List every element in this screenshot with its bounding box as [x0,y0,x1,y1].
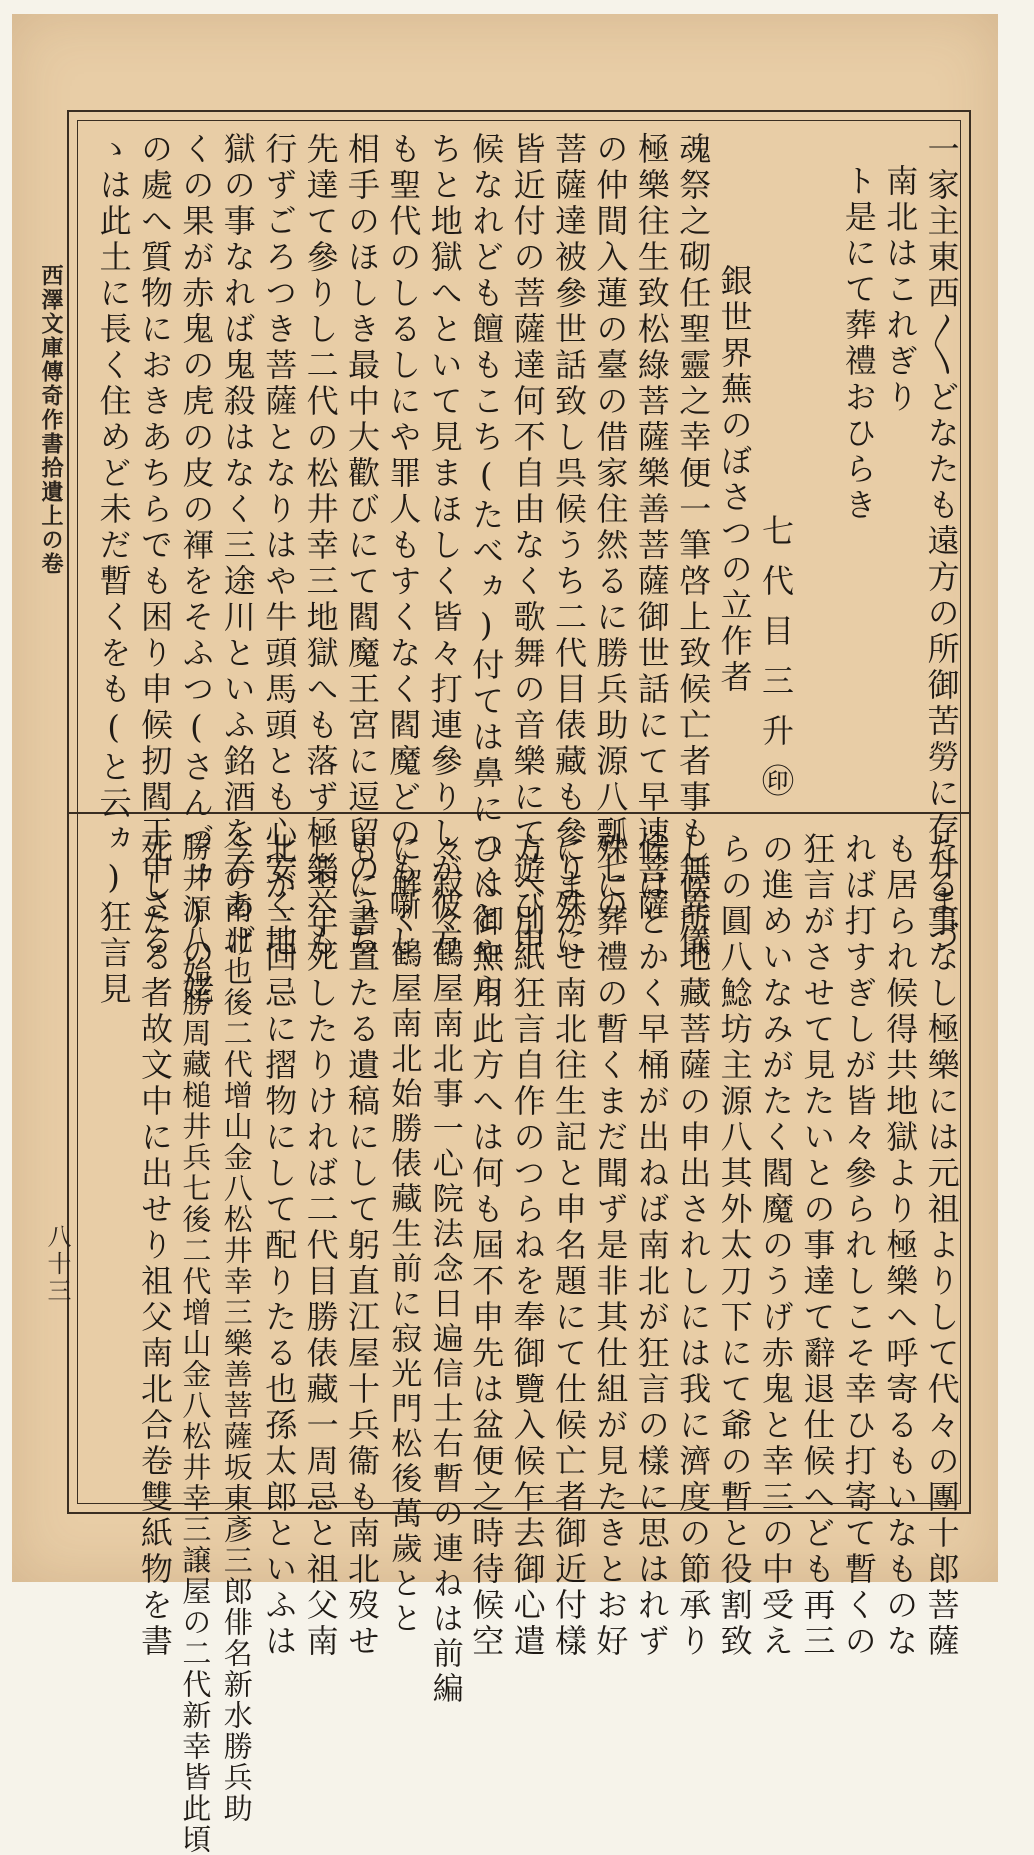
text-column: らの圓八鯰坊主源八其外太刀下にて爺の暫と役割致 [715,832,754,1660]
text-column: 銀世界蕪のぼさつの立作者 [715,264,754,696]
text-column: ひは御無用此方へは何も屆不申先は盆便之時待候空 [467,832,506,1660]
text-column: し翌年死したりければ二代目勝俵藏一周忌と祖父南 [301,832,340,1660]
text-column: 候はとかく早桶が出ねば南北が狂言の樣に思はれず [632,832,671,1660]
text-column: くの果が赤鬼の虎の皮の褌をそふつ(さんづヵ)の姥 [177,132,216,1008]
text-column: ゝは此土に長く住めど未だ暫くをも(と云ヵ)狂言見 [94,132,133,1008]
running-title: 西澤文庫傳奇作書拾遺上の卷 [38,264,64,576]
text-column: にまかせ南北往生記と申名題にて仕候亡者御近付樣 [550,832,588,1660]
text-column: 極樂往生致松綠菩薩樂善菩薩御世話にて早速菩薩 [632,132,671,924]
text-column: も聖代のしるしにや罪人もすくなく閻魔どのも噺し [384,132,423,960]
text-column: の仲間入蓮の臺の借家住然るに勝兵助源八瓢七の [591,132,630,924]
text-column: 殊に葬禮の暫くまだ聞ず是非其仕組が見たきとお好 [591,832,630,1660]
text-column: ちと地獄へといて見まほしく皆々打連參りしが彼方 [425,132,464,960]
text-column: 相手のほしき最中大歡びにて閻魔王宮に逗留のうち [343,132,381,960]
text-column: 魂祭之砌任聖靈之幸便一筆啓上致候亡者事も無異儀 [674,132,713,960]
text-column: 菩薩達被參世話致し呉候うち二代目俵藏も參り殊に [550,132,588,960]
text-column: 獄の事なれば鬼殺はなく三途川といふ銘酒を吞あげ [218,132,257,960]
text-column: 今の南北也後二代增山金八松井幸三樂善菩薩坂東彥三郎俳名新水勝兵助 [219,832,254,1824]
text-column: れば打すぎしが皆々參られしこそ幸ひ打寄て暫くの [839,832,878,1660]
text-column: 狂言がさせて見たいとの事達て辭退仕候へども再三 [798,832,837,1660]
text-column: 候なれども饘もこち(たべヵ)付ては鼻につくとやら [467,132,506,1008]
text-column: の處へ質物におきあちらでも困り申候扨閻王申さる [136,132,174,960]
text-column: 一家主東西〳〵どなたも遠方の所御苦勞に存升まづ [922,132,961,956]
text-column: ト是にて葬禮おひらき [839,164,878,524]
page-sheet [12,14,998,1855]
text-column: もに書置たる遺稿にして躬直江屋十兵衞も南北歿せ [343,832,381,1660]
text-column: 北が三回忌に摺物にして配りたる也孫太郎といふは [260,832,299,1660]
text-column: 方へ別紙狂言自作のつらねを奉御覽入候乍去御心遣 [508,832,547,1660]
text-column: 皆近付の菩薩達何不自由なく歌舞の音樂にて遊び申 [508,132,547,960]
text-column: 死したる者故文中に出せり祖父南北合卷雙紙物を書 [136,832,174,1660]
text-column: 先達て參りし二代の松井幸三地獄へも落ず極樂へも [301,132,340,960]
text-column: 々寂々鶴屋南北事一心院法念日遍信士右暫の連ねは前編 [426,832,463,1707]
text-column: 勝井源八始勝周藏槌井兵七後二代增山金八松井幸三譲屋の二代新幸皆此頃 [178,832,213,1855]
text-column: 行ずごろつき菩薩となりはや牛頭馬頭とも心安く地 [260,132,299,960]
text-column: に解く鶴屋南北始勝俵藏生前に寂光門松後萬歲とと [385,832,422,1637]
text-column: たる事なし極樂には元祖よりして代々の團十郎菩薩 [922,832,961,1660]
text-column: 南北はこれぎり [881,164,920,416]
page-number: 八十三 [43,1224,71,1305]
text-column: し候所地藏菩薩の申出されしには我に濟度の節承り [674,832,713,1660]
text-column: の進めいなみがたく閻魔のうげ赤鬼と幸三の中受え [757,832,795,1660]
text-column: 七代目三升㊞ [757,514,795,814]
text-column: も居られ候得共地獄より極樂へ呼寄るもいなものな [881,832,920,1660]
